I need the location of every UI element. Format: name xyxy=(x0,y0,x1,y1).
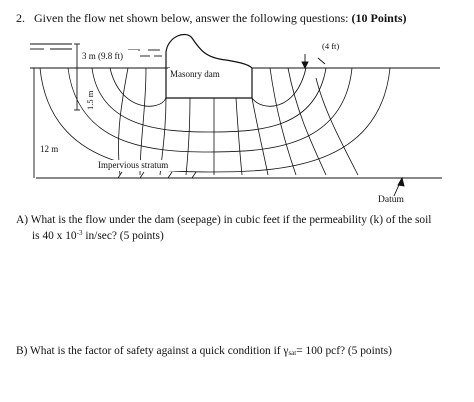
upstream-head-label: 3 m (9.8 ft) xyxy=(82,51,123,61)
question-points: (10 Points) xyxy=(351,11,407,25)
stratum-label: Impervious stratum xyxy=(98,160,169,170)
part-b-question xyxy=(16,345,392,360)
question-number: 2. xyxy=(16,11,25,25)
dam-label: Masonry dam xyxy=(170,69,220,79)
figure-labels xyxy=(38,41,404,205)
datum-label: Datum xyxy=(378,195,404,205)
stratum-depth-label: 12 m xyxy=(40,144,59,154)
part-a-text-line-1: What is the flow under the dam (seepage) in cubic feet if the permeability (k) of the soil xyxy=(30,214,432,226)
downstream-head-label: (4 ft) xyxy=(322,41,340,51)
question-prompt: Given the flow net shown below, answer the following questions: xyxy=(34,11,349,25)
masonry-dam xyxy=(166,34,252,98)
depth-label: 1.5 m xyxy=(85,90,95,110)
part-a-question xyxy=(16,214,431,243)
part-b-text: What is the factor of safety against a quick condition if $\gamma_{sat}= 100$ pcf? (5 points) xyxy=(30,345,392,357)
part-a-text-line-2: is 40 x $10^{-3}$ in/sec? (5 points) xyxy=(32,229,164,242)
flow-lines xyxy=(40,68,390,172)
part-a-letter: A) xyxy=(16,214,29,226)
part-b-letter: B) xyxy=(16,345,28,357)
